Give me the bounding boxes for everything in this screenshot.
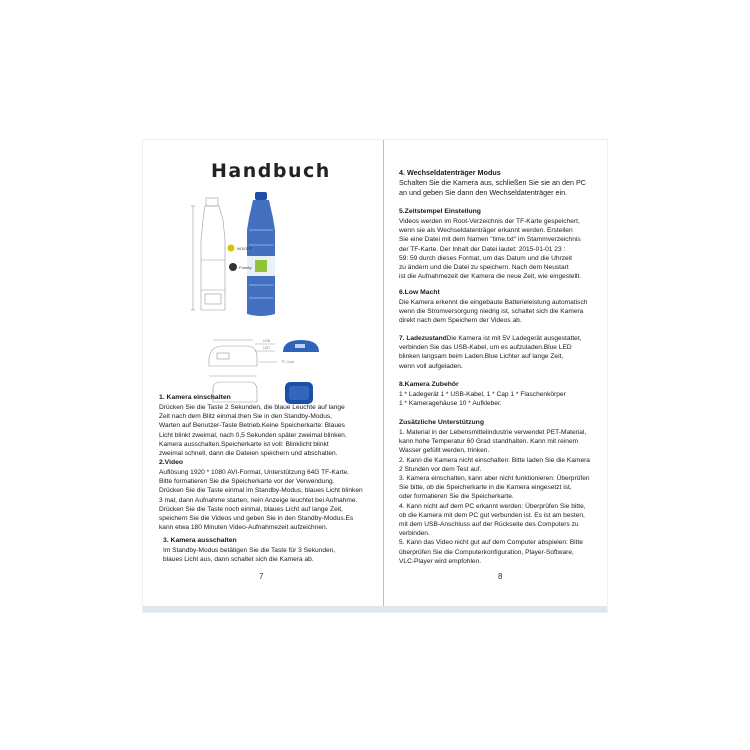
section-heading: 3. Kamera ausschalten: [163, 537, 237, 544]
section-7: [399, 334, 607, 371]
label-led: LED: [263, 346, 270, 350]
section-6: [399, 288, 607, 326]
bottle-line-drawing: [191, 198, 225, 310]
bottle-photo: [247, 192, 275, 316]
left-page: [143, 140, 383, 606]
section-8: [399, 380, 607, 408]
section-3: [163, 536, 381, 564]
product-diagram: [183, 190, 383, 405]
section-body: Auflösung 1920 * 1080 AVI-Format, Unterstützung 64G TF-Karte. Bitte formatieren Sie die Speicherkarte vor der Verwendung. Drücken Sie die Taste einmal im Standby-Modus, blaues Licht blinken 3 mal, dann Aufnahme starten, nein Anzeige leuchtet bei Aufnahme. Drücken Sie die Taste noch einmal, blaues Licht auf lange Zeit, speichern Sie die Videos und geben Sie in den Standby-Modus.Es kann etwa 180 Minuten Video-Aufnahmezeit aufzeichnen.: [159, 469, 363, 532]
section-4: [399, 168, 607, 198]
section-support: [399, 418, 607, 566]
section-body: 1. Material in der Lebensmittelindustrie verwendet PET-Material, kann hohe Temperatur 60 Grad standhalten. Kann mit reinem Wasser gefüllt werden, trinken. 2. Kann die Kamera nicht einschalten: Bitte laden Sie die Kamera 2 Stunden vor dem Test auf. 3. Kamera einschalten, kann aber nicht funktionieren: Überprüfen Sie bitte, ob die Speicherkarte in die Kamera eingesetzt ist, oder formatieren Sie die Speicherkarte. 4. Kann nicht auf dem PC erkannt werden: Überprüfen Sie bitte, ob die Kamera mit dem PC gut verbunden ist. Es ist am besten, mit dem USB-Anschluss auf der Rückseite des Computers zu verbinden. 5. Kann das Video nicht gut auf dem Computer abspielen: Bitte überprüfen Sie die Computerkonfiguration, Player-Software, VLC-Player wird empfohlen.: [399, 429, 590, 565]
page-title: Handbuch: [211, 160, 331, 182]
section-body: Die Kamera erkennt die eingebaute Batterieleistung automatisch wenn die Stromversorgung niedrig ist, schaltet sich die Kamera direkt nach dem Speichern der Videos ab.: [399, 299, 588, 325]
section-body: Im Standby-Modus betätigen Sie die Taste für 3 Sekunden, blaues Licht aus, dann schaltet sich die Kamera ab.: [163, 547, 336, 564]
page-number: 8: [498, 572, 503, 581]
section-1: [159, 393, 381, 458]
section-body: 1 * Ladegerät 1 * USB-Kabel, 1 * Cap 1 * Flaschenkörper 1 * Kameragehäuse 10 * Aufkleber.: [399, 391, 566, 408]
section-body: Drücken Sie die Taste 2 Sekunden, die blaue Leuchte auf lange Zeit nach dem Blitz einmal.then Sie in den Standby-Modus, Warten auf Benutzer-Taste Betrieb.Keine Speicherkarte: Blaues Licht blinkt zweimal, nach 0,5 Sekunden später zweimal blinken. Kamera ausschalten.Speicherkarte ist voll: Blinklicht blinkt zweimal schnell, dann die Dateien speichern und abschalten.: [159, 404, 347, 458]
base-photo-top: [283, 340, 319, 352]
section-body: Videos werden im Root-Verzeichnis der TF-Karte gespeichert, wenn sie als Wechseldatenträger erkannt werden. Erstellen Sie eine Datei mit dem Namen "time.txt" im Stammverzeichnis der TF-Karte. Der Inhalt der Datei lautet: 2015-01-01 23 : 59: 59 durch dieses Format, um das Datum und die Uhrzeit zu ändern und die Datei zu speichern. Nach dem Neustart ist die Aufnahmezeit der Kamera die neue Zeit, wie eingestellt.: [399, 218, 582, 281]
label-formty: Formty: [239, 265, 252, 270]
section-heading: 5.Zeitstempel Einstellung: [399, 208, 481, 215]
label-tf: TF-Card: [281, 360, 295, 364]
section-heading: 7. Ladezustand: [399, 335, 447, 342]
mode-led-icon: [229, 263, 237, 271]
section-heading: 2.Video: [159, 459, 184, 466]
label-usb: USB: [263, 339, 271, 343]
power-led-icon: [228, 245, 235, 252]
manual-spread: [143, 140, 607, 612]
section-heading: 6.Low Macht: [399, 289, 440, 296]
section-body: Schalten Sie die Kamera aus, schließen Sie sie an den PC an und geben Sie dann den Wechseldatenträger ein.: [399, 178, 586, 197]
section-5: [399, 207, 607, 281]
label-no-off: NO/OFF: [237, 246, 253, 251]
page-number: 7: [259, 572, 264, 581]
section-heading: Zusätzliche Unterstützung: [399, 419, 484, 426]
section-heading: 8.Kamera Zubehör: [399, 381, 459, 388]
right-page: [384, 140, 607, 606]
section-heading: 4. Wechseldatenträger Modus: [399, 168, 501, 177]
section-2: [159, 458, 381, 532]
section-heading: 1. Kamera einschalten: [159, 394, 231, 401]
section-body: Die Kamera ist mit 5V Ladegerät ausgestattet, verbinden Sie das USB-Kabel, um es aufzuladen.Blue LED blinken langsam beim Laden.Blue Lichter auf lange Zeit, wenn voll aufgeladen.: [399, 335, 582, 370]
